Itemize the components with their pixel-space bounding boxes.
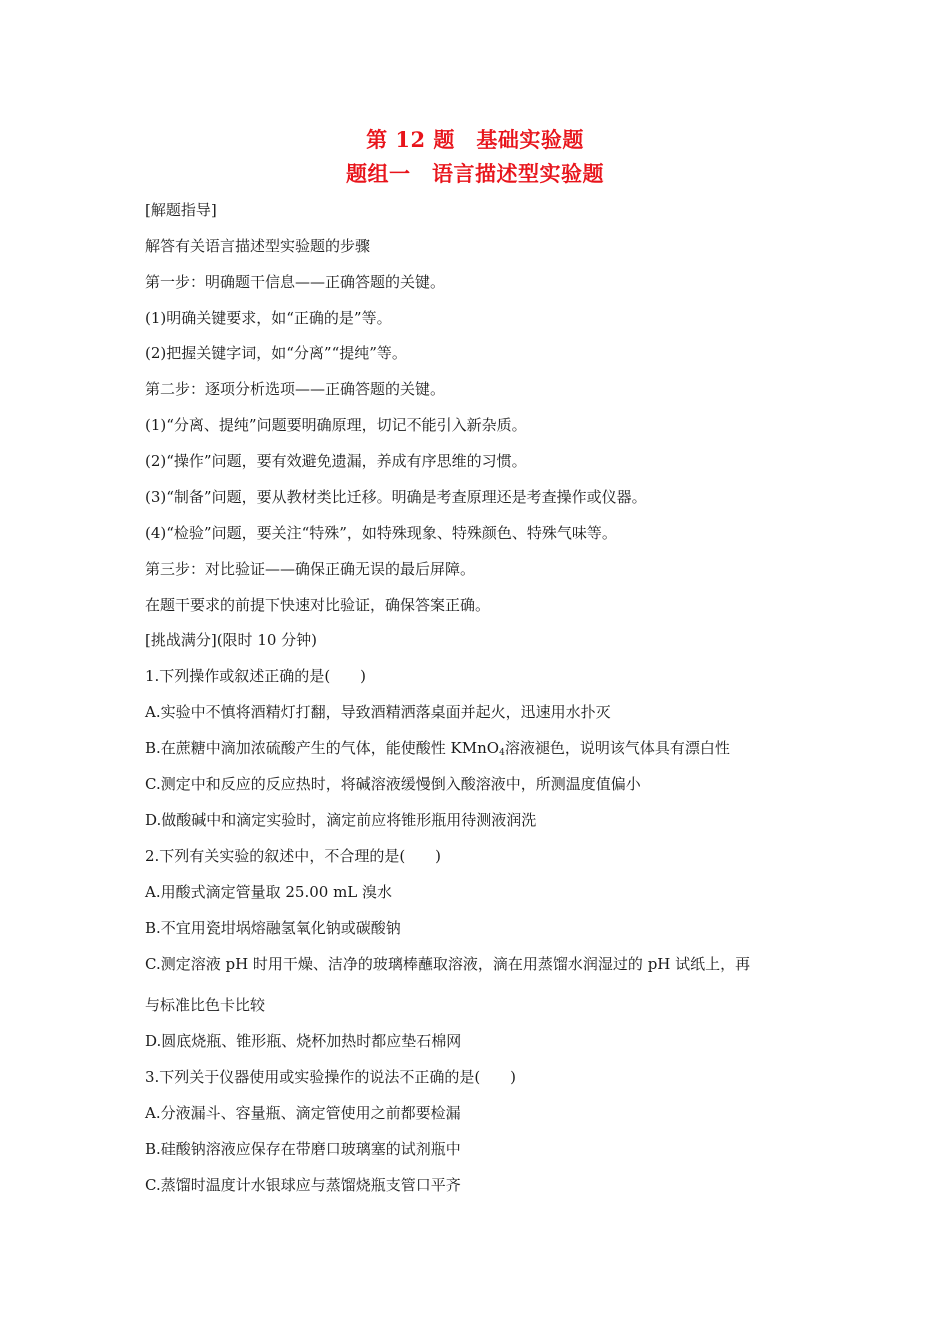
option-b: B.在蔗糖中滴加浓硫酸产生的气体，能使酸性 KMnO$_4$溶液褪色，说明该气体具有漂白性 [145,739,730,758]
option-d: D.圆底烧瓶、锥形瓶、烧杯加热时都应垫石棉网 [145,1032,462,1050]
question-2: 2.下列有关实验的叙述中，不合理的是( ) [145,847,442,865]
text-line: (1)“分离、提纯”问题要明确原理，切记不能引入新杂质。 [145,416,527,434]
text-line: 解答有关语言描述型实验题的步骤 [145,237,371,255]
text-line: (1)明确关键要求，如“正确的是”等。 [145,309,392,327]
question-1: 1.下列操作或叙述正确的是( ) [145,667,367,685]
option-a: A.实验中不慎将酒精灯打翻，导致酒精洒落桌面并起火，迅速用水扑灭 [145,703,611,721]
option-b: B.硅酸钠溶液应保存在带磨口玻璃塞的试剂瓶中 [145,1140,461,1158]
text-line: (4)“检验”问题，要关注“特殊”，如特殊现象、特殊颜色、特殊气味等。 [145,524,617,542]
option-b: B.不宜用瓷坩埚熔融氢氧化钠或碳酸钠 [145,919,401,937]
option-c: C.测定中和反应的反应热时，将碱溶液缓慢倒入酸溶液中，所测温度值偏小 [145,775,641,793]
option-c-continued: 与标准比色卡比较 [145,996,266,1014]
step-one: 第一步：明确题干信息——正确答题的关键。 [145,273,446,291]
document-subtitle: 题组一 语言描述型实验题 [346,161,604,186]
text-line: (3)“制备”问题，要从教材类比迁移。明确是考查原理还是考查操作或仪器。 [145,488,647,506]
option-d: D.做酸碱中和滴定实验时，滴定前应将锥形瓶用待测液润洗 [145,811,537,829]
option-a: A.分液漏斗、容量瓶、滴定管使用之前都要检漏 [145,1104,461,1122]
question-3: 3.下列关于仪器使用或实验操作的说法不正确的是( ) [145,1068,517,1086]
text-line: (2)把握关键字词，如“分离”“提纯”等。 [145,344,407,362]
option-c: C.蒸馏时温度计水银球应与蒸馏烧瓶支管口平齐 [145,1176,461,1194]
step-three: 第三步：对比验证——确保正确无误的最后屏障。 [145,560,476,578]
option-a: A.用酸式滴定管量取 25.00 mL 溴水 [145,883,393,901]
option-c: C.测定溶液 pH 时用干燥、洁净的玻璃棒蘸取溶液，滴在用蒸馏水润湿过的 pH 试纸上，再 [145,955,751,973]
section-heading-guide: [解题指导] [145,201,217,219]
step-two: 第二步：逐项分析选项——正确答题的关键。 [145,380,446,398]
text-line: 在题干要求的前提下快速对比验证，确保答案正确。 [145,596,491,614]
document-title: 第 12 题 基础实验题 [366,127,584,152]
text-line: (2)“操作”问题，要有效避免遗漏，养成有序思维的习惯。 [145,452,527,470]
section-heading-challenge: [挑战满分](限时 10 分钟) [145,631,318,649]
